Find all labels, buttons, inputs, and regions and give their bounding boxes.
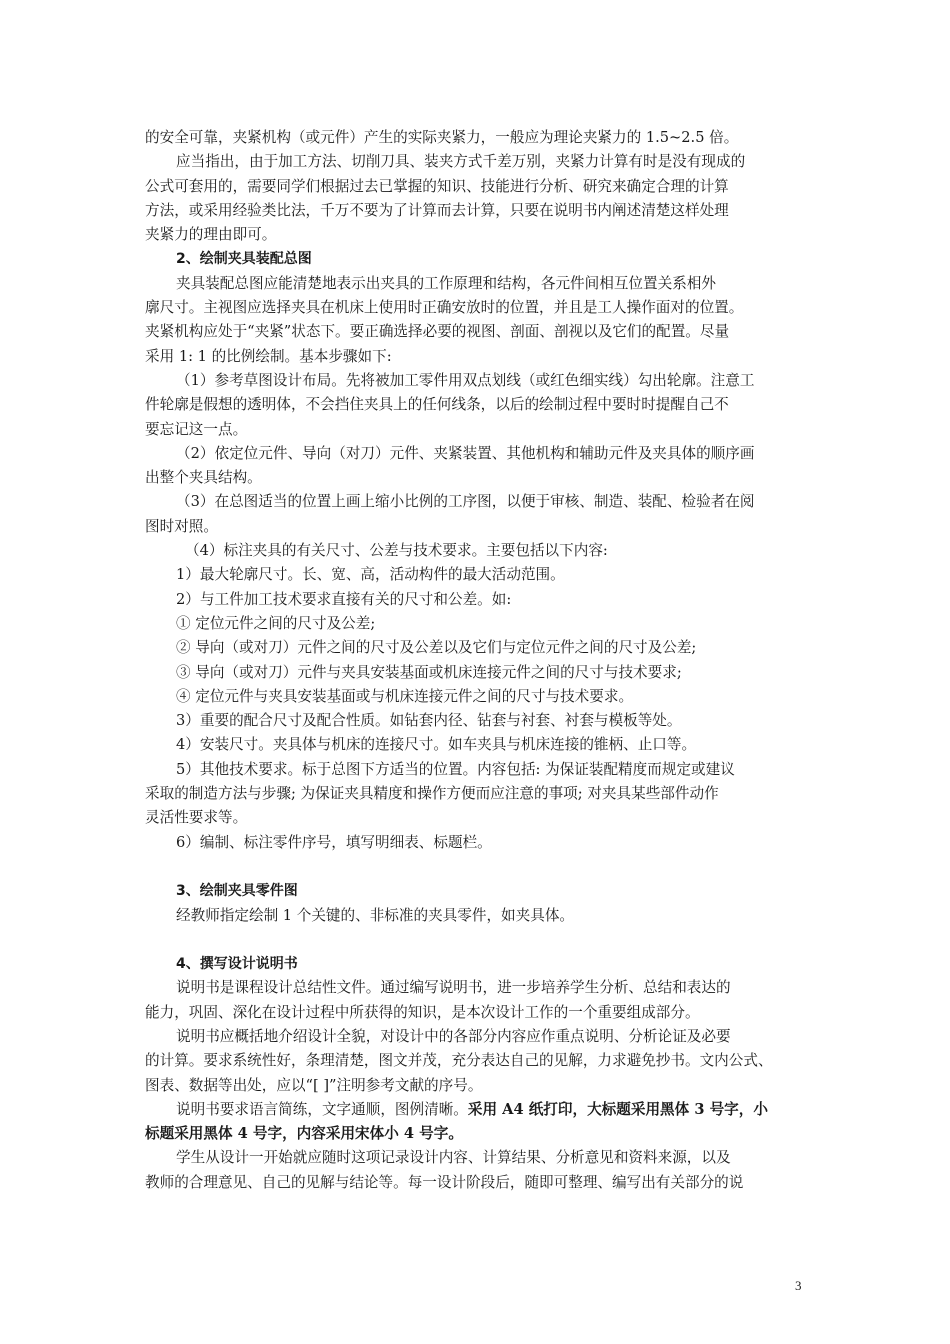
bold-paragraph-line: 标题采用黑体 4 号字，内容采用宋体小 4 号字。 [145,1125,463,1143]
paragraph-line: 的计算。要求系统性好，条理清楚，图文并茂，充分表达自己的见解，力求避免抄书。文内公式、 [145,1052,773,1070]
paragraph-line: 方法，或采用经验类比法，千万不要为了计算而去计算，只要在说明书内阐述清楚这样处理 [145,201,729,219]
plain-text: 说明书要求语言简练，文字通顺，图例清晰。 [176,1100,468,1118]
document-body [145,126,810,1195]
paragraph-line: 学生从设计一开始就应随时这项记录设计内容、计算结果、分析意见和资料来源，以及 [176,1149,731,1167]
list-item: 5）其他技术要求。标于总图下方适当的位置。内容包括: 为保证装配精度而规定或建议 [176,760,735,778]
paragraph-line: 出整个夹具结构。 [145,469,262,487]
list-item: （4）标注夹具的有关尺寸、公差与技术要求。主要包括以下内容: [185,542,608,560]
bold-text: 采用 A4 纸打印，大标题采用黑体 3 号字，小 [467,1100,768,1118]
paragraph-line: 图表、数据等出处，应以“[ ]”注明参考文献的序号。 [145,1076,483,1094]
paragraph-line: 夹具装配总图应能清楚地表示出夹具的工作原理和结构，各元件间相互位置关系相外 [176,274,716,292]
paragraph-line: 公式可套用的，需要同学们根据过去已掌握的知识、技能进行分析、研究来确定合理的计算 [145,177,729,195]
list-item: ③ 导向（或对刀）元件与夹具安装基面或机床连接元件之间的尺寸与技术要求; [176,663,682,681]
paragraph-line: 图时对照。 [145,517,218,535]
paragraph-line: 采取的制造方法与步骤; 为保证夹具精度和操作方便而应注意的事项; 对夹具某些部件动作 [145,785,719,803]
paragraph-line: 夹紧机构应处于“夹紧”状态下。要正确选择必要的视图、剖面、剖视以及它们的配置。尽量 [145,323,730,341]
paragraph-line: 廓尺寸。主视图应选择夹具在机床上使用时正确安放时的位置，并且是工人操作面对的位置。 [145,299,744,317]
list-item: ① 定位元件之间的尺寸及公差; [176,614,376,632]
paragraph-line [145,1098,810,1122]
paragraph-line: 要忘记这一点。 [145,420,248,438]
section-heading-3: 3、绘制夹具零件图 [176,883,298,900]
paragraph-line: 能力，巩固、深化在设计过程中所获得的知识，是本次设计工作的一个重要组成部分。 [145,1003,700,1021]
list-item: （3）在总图适当的位置上画上缩小比例的工序图，以便于审核、制造、装配、检验者在阅 [176,493,755,511]
paragraph-line: 经教师指定绘制 1 个关键的、非标准的夹具零件，如夹具体。 [176,906,575,924]
paragraph-line: 应当指出，由于加工方法、切削刀具、装夹方式千差万别，夹紧力计算有时是没有现成的 [176,153,746,171]
list-item: （1）参考草图设计布局。先将被加工零件用双点划线（或红色细实线）勾出轮廓。注意工 [176,371,755,389]
paragraph-line: 说明书是课程设计总结性文件。通过编写说明书，进一步培养学生分析、总结和表达的 [176,979,731,997]
list-item: ④ 定位元件与夹具安装基面或与机床连接元件之间的尺寸与技术要求。 [176,687,634,705]
list-item: （2）依定位元件、导向（对刀）元件、夹紧装置、其他机构和辅助元件及夹具体的顺序画 [176,444,755,462]
paragraph-line: 件轮廓是假想的透明体，不会挡住夹具上的任何线条，以后的绘制过程中要时时提醒自己不 [145,396,729,414]
blank-line [145,855,810,879]
paragraph-line: 的安全可靠，夹紧机构（或元件）产生的实际夹紧力，一般应为理论夹紧力的 1.5~2.5 倍。 [145,129,739,146]
list-item: 3）重要的配合尺寸及配合性质。如钻套内径、钻套与衬套、衬套与模板等处。 [176,712,682,730]
paragraph-line: 说明书应概括地介绍设计全貌，对设计中的各部分内容应作重点说明、分析论证及必要 [176,1027,731,1045]
section-heading-4: 4、撰写设计说明书 [176,956,298,973]
paragraph-line: 灵活性要求等。 [145,809,248,827]
list-item: ② 导向（或对刀）元件之间的尺寸及公差以及它们与定位元件之间的尺寸及公差; [176,639,697,657]
list-item: 4）安装尺寸。夹具体与机床的连接尺寸。如车夹具与机床连接的锥柄、止口等。 [176,736,697,754]
paragraph-line: 夹紧力的理由即可。 [145,226,277,244]
list-item: 1）最大轮廓尺寸。长、宽、高，活动构件的最大活动范围。 [176,566,565,584]
list-item: 6）编制、标注零件序号，填写明细表、标题栏。 [176,833,492,851]
paragraph-line: 采用 1: 1 的比例绘制。基本步骤如下: [145,347,392,365]
list-item: 2）与工件加工技术要求直接有关的尺寸和公差。如: [176,590,512,608]
section-heading-2: 2、绘制夹具装配总图 [176,251,312,268]
page-number: 3 [795,1278,802,1293]
blank-line [145,928,810,952]
paragraph-line: 教师的合理意见、自己的见解与结论等。每一设计阶段后，随即可整理、编写出有关部分的说 [145,1173,744,1191]
